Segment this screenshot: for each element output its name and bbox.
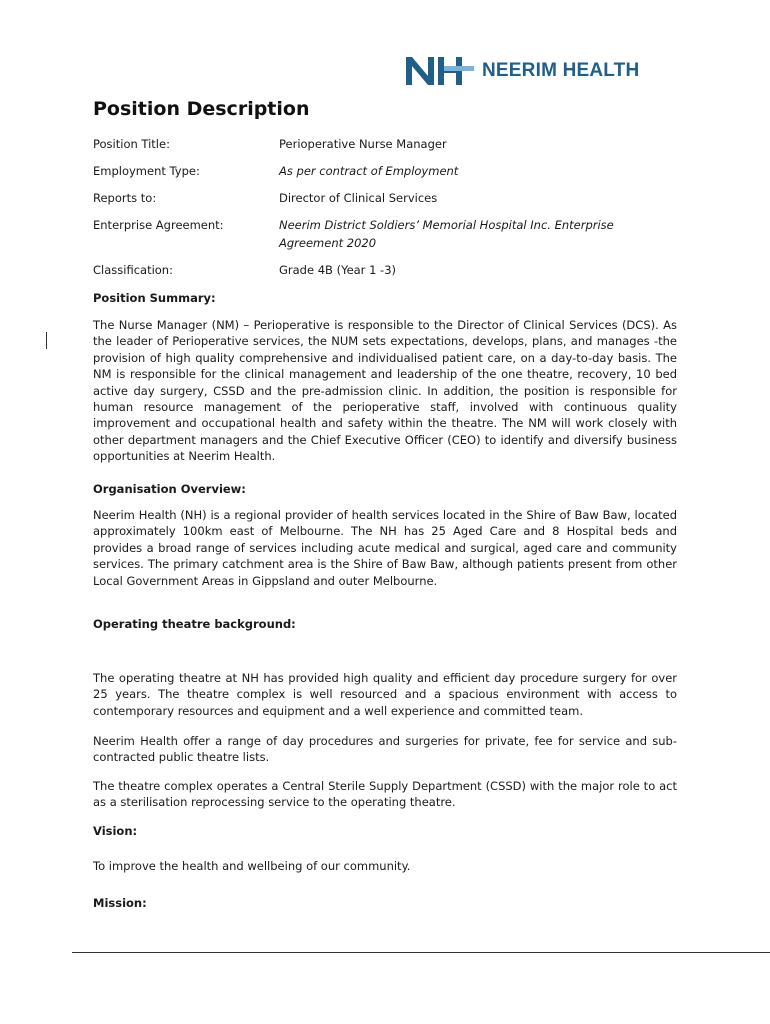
position-title-label: Position Title: xyxy=(93,137,170,151)
reports-to-label: Reports to: xyxy=(93,191,157,205)
vision-heading: Vision: xyxy=(93,824,138,838)
organisation-overview-text: Neerim Health (NH) is a regional provider of health services located in the Shire of Baw Baw, located approximately 100km east of Melbourne. The NH has 25 Aged Care and 8 Hospital beds and provides a broad range of services including acute medical and surgical, aged care and community services. The primary catchment area is the Shire of Baw Baw, although patients present from other Local Government Areas in Gippsland and outer Melbourne. xyxy=(93,508,677,588)
theatre-paragraph-1: The operating theatre at NH has provided high quality and efficient day procedure surgery for over 25 years. The theatre complex is well resourced and a spacious environment with access to contemporary resources and equipment and a well experience and committed team. xyxy=(93,671,677,718)
position-summary-text: The Nurse Manager (NM) – Perioperative is responsible to the Director of Clinical Services (DCS). As the leader of Perioperative services, the NUM sets expectations, develops, plans, and manages -the provision of high quality comprehensive and individualised patient care, on a day-to-day basis. The NM is responsible for the clinical management and leadership of the one theatre, recovery, 10 bed active day surgery, CSSD and the pre-admission clinic. In addition, the position is responsible for human resource management of the perioperative staff, involved with continuous quality improvement and occupational health and safety within the theatre. The NM will work closely with other department managers and the Chief Executive Officer (CEO) to identify and diversify business opportunities at Neerim Health. xyxy=(93,318,677,464)
reports-to-value: Director of Clinical Services xyxy=(279,191,438,205)
classification-label: Classification: xyxy=(93,263,173,277)
footer-divider xyxy=(72,952,770,953)
organisation-overview-heading: Organisation Overview: xyxy=(93,482,246,496)
nh-logo-mark-icon xyxy=(404,54,476,88)
position-summary-heading: Position Summary: xyxy=(93,291,216,305)
mission-heading: Mission: xyxy=(93,896,147,910)
employment-type-label: Employment Type: xyxy=(93,164,200,178)
theatre-paragraph-3: The theatre complex operates a Central Sterile Supply Department (CSSD) with the major role to act as a sterilisation reprocessing service to the operating theatre. xyxy=(93,779,677,810)
neerim-health-logo xyxy=(404,54,639,88)
logo-text: NEERIM HEALTH xyxy=(482,60,640,81)
classification-value: Grade 4B (Year 1 -3) xyxy=(279,263,396,277)
employment-type-value: As per contract of Employment xyxy=(279,164,459,178)
operating-theatre-heading: Operating theatre background: xyxy=(93,617,296,631)
position-title-value: Perioperative Nurse Manager xyxy=(279,137,447,151)
page-title: Position Description xyxy=(93,98,310,120)
enterprise-agreement-label: Enterprise Agreement: xyxy=(93,218,224,232)
theatre-paragraph-2: Neerim Health offer a range of day procedures and surgeries for private, fee for service and sub-contracted public theatre lists. xyxy=(93,734,677,765)
enterprise-agreement-value: Neerim District Soldiers’ Memorial Hospital Inc. Enterprise Agreement 2020 xyxy=(279,218,614,250)
text-cursor xyxy=(46,332,47,349)
vision-text: To improve the health and wellbeing of our community. xyxy=(93,859,411,873)
